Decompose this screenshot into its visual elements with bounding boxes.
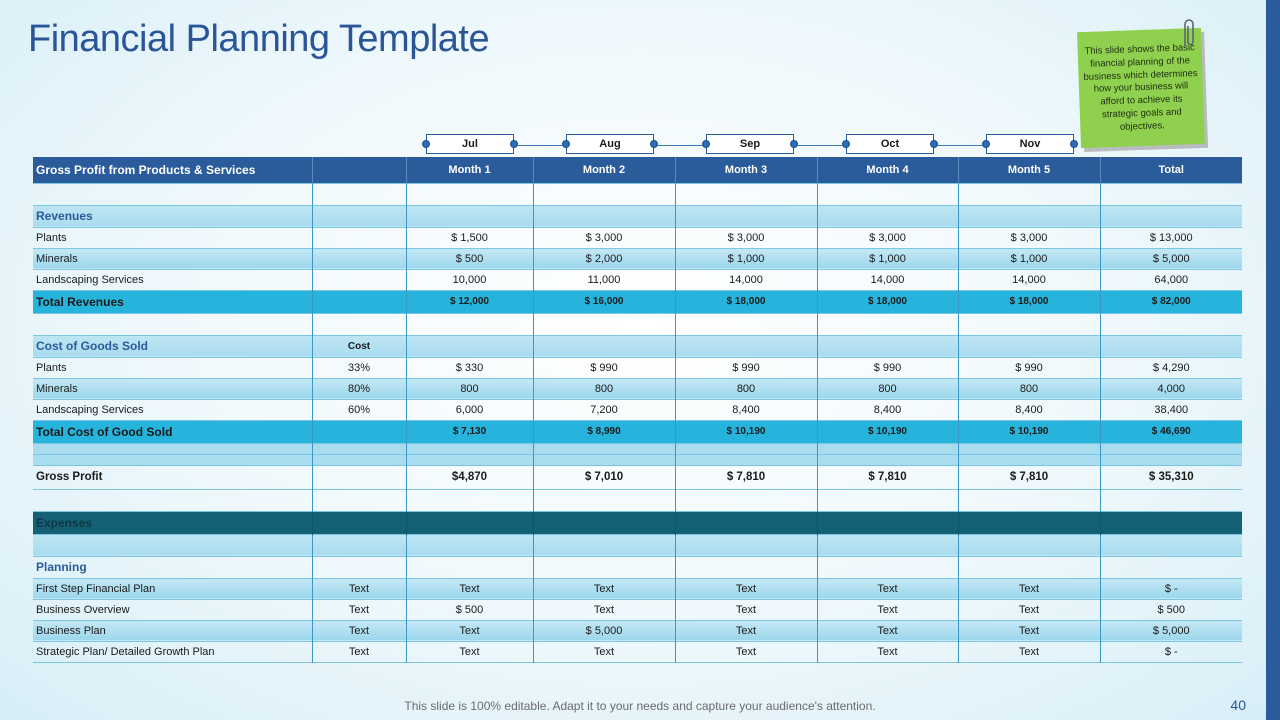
table-cell: Text xyxy=(817,578,958,599)
table-cell: 8,400 xyxy=(817,399,958,420)
table-row xyxy=(33,378,1242,399)
table-cell xyxy=(675,511,817,534)
table-cell: $ 500 xyxy=(406,248,533,269)
table-cell: $ 5,000 xyxy=(1100,248,1242,269)
table-cell xyxy=(817,183,958,205)
table-cell xyxy=(406,313,533,335)
table-cell xyxy=(406,511,533,534)
table-cell xyxy=(533,443,675,454)
table-row xyxy=(33,443,1242,454)
table-cell: 14,000 xyxy=(675,269,817,290)
table-cell xyxy=(312,227,406,248)
table-cell: $ 10,190 xyxy=(958,420,1100,443)
table-row xyxy=(33,420,1242,443)
table-cell xyxy=(817,335,958,357)
table-cell: Plants xyxy=(36,361,67,374)
table-cell: $ 18,000 xyxy=(958,290,1100,313)
table-cell xyxy=(1100,335,1242,357)
table-cell xyxy=(406,534,533,556)
table-row xyxy=(33,556,1242,578)
right-accent-bar xyxy=(1266,0,1280,720)
table-cell: $ 7,130 xyxy=(406,420,533,443)
table-cell: Text xyxy=(958,641,1100,662)
table-cell xyxy=(675,335,817,357)
column-header: Total xyxy=(1100,157,1242,183)
column-header xyxy=(312,157,406,183)
table-cell: $ 3,000 xyxy=(675,227,817,248)
table-cell xyxy=(958,511,1100,534)
table-cell: $ 7,810 xyxy=(958,465,1100,489)
table-cell: $ - xyxy=(1100,578,1242,599)
month-label-jul: Jul xyxy=(426,134,514,154)
table-cell: $ 990 xyxy=(533,357,675,378)
table-cell xyxy=(312,511,406,534)
table-cell xyxy=(312,465,406,489)
table-cell: 800 xyxy=(817,378,958,399)
table-cell: $ 5,000 xyxy=(533,620,675,641)
table-cell: Text xyxy=(312,599,406,620)
table-cell xyxy=(1100,183,1242,205)
table-cell xyxy=(33,443,312,454)
table-cell xyxy=(958,313,1100,335)
table-cell: $ 16,000 xyxy=(533,290,675,313)
table-cell xyxy=(958,443,1100,454)
table-cell: Plants xyxy=(36,231,67,244)
table-cell xyxy=(33,454,312,465)
table-cell: Text xyxy=(675,599,817,620)
month-label-sep: Sep xyxy=(706,134,794,154)
table-row xyxy=(33,313,1242,335)
table-row xyxy=(33,399,1242,420)
table-row xyxy=(33,489,1242,511)
table-cell: $ 5,000 xyxy=(1100,620,1242,641)
table-cell: 64,000 xyxy=(1100,269,1242,290)
footer-text: This slide is 100% editable. Adapt it to your needs and capture your audience's attention. xyxy=(404,699,876,713)
table-row xyxy=(33,511,1242,534)
table-cell: 800 xyxy=(675,378,817,399)
table-cell xyxy=(817,534,958,556)
column-header: Month 3 xyxy=(675,157,817,183)
table-cell: 11,000 xyxy=(533,269,675,290)
table-cell: 8,400 xyxy=(958,399,1100,420)
table-cell: $ 8,990 xyxy=(533,420,675,443)
table-cell: Text xyxy=(406,620,533,641)
table-cell xyxy=(33,534,312,556)
table-cell: 800 xyxy=(958,378,1100,399)
table-cell xyxy=(312,420,406,443)
column-header: Month 2 xyxy=(533,157,675,183)
table-cell xyxy=(1100,489,1242,511)
table-cell xyxy=(533,534,675,556)
table-cell: Text xyxy=(958,599,1100,620)
table-cell: Strategic Plan/ Detailed Growth Plan xyxy=(36,645,215,658)
table-cell: Text xyxy=(958,578,1100,599)
table-row xyxy=(33,357,1242,378)
table-cell xyxy=(33,183,312,205)
table-cell: Text xyxy=(675,641,817,662)
table-cell xyxy=(1100,534,1242,556)
table-cell xyxy=(406,454,533,465)
table-cell xyxy=(312,534,406,556)
table-cell xyxy=(817,489,958,511)
table-cell: Cost xyxy=(312,335,406,357)
table-cell: Expenses xyxy=(36,515,93,530)
table-cell xyxy=(958,534,1100,556)
table-cell: 33% xyxy=(312,357,406,378)
table-cell: $ 990 xyxy=(817,357,958,378)
table-cell: $ 18,000 xyxy=(817,290,958,313)
table-cell: 8,400 xyxy=(675,399,817,420)
timeline-dot-icon xyxy=(422,140,430,148)
month-timeline xyxy=(0,133,1280,157)
table-cell xyxy=(958,335,1100,357)
table-row xyxy=(33,335,1242,357)
month-label-oct: Oct xyxy=(846,134,934,154)
table-cell xyxy=(533,313,675,335)
table-cell xyxy=(675,183,817,205)
timeline-dot-icon xyxy=(842,140,850,148)
table-cell: Planning xyxy=(36,560,87,574)
table-row xyxy=(33,248,1242,269)
table-cell xyxy=(533,183,675,205)
table-cell: 14,000 xyxy=(958,269,1100,290)
table-cell: First Step Financial Plan xyxy=(36,582,156,595)
table-cell xyxy=(533,454,675,465)
table-cell: $ 7,010 xyxy=(533,465,675,489)
timeline-dot-icon xyxy=(1070,140,1078,148)
table-cell: Text xyxy=(312,578,406,599)
table-cell xyxy=(958,454,1100,465)
table-row xyxy=(33,269,1242,290)
timeline-dot-icon xyxy=(790,140,798,148)
table-cell: 4,000 xyxy=(1100,378,1242,399)
table-cell xyxy=(958,183,1100,205)
table-cell: $ 35,310 xyxy=(1100,465,1242,489)
table-cell xyxy=(1100,205,1242,227)
table-cell: 14,000 xyxy=(817,269,958,290)
table-cell xyxy=(312,248,406,269)
table-cell: Text xyxy=(533,578,675,599)
table-row xyxy=(33,290,1242,313)
table-cell: Landscaping Services xyxy=(36,403,144,416)
table-cell: $ 990 xyxy=(675,357,817,378)
table-cell: $ 18,000 xyxy=(675,290,817,313)
table-cell: $ 10,190 xyxy=(675,420,817,443)
table-row xyxy=(33,620,1242,641)
table-cell: Total Revenues xyxy=(36,294,124,309)
table-cell xyxy=(312,556,406,578)
table-cell: $ 4,290 xyxy=(1100,357,1242,378)
table-cell xyxy=(675,205,817,227)
table-cell: $ 12,000 xyxy=(406,290,533,313)
table-cell xyxy=(312,290,406,313)
table-cell xyxy=(312,269,406,290)
timeline-dot-icon xyxy=(650,140,658,148)
financial-table xyxy=(33,157,1242,663)
table-cell: Minerals xyxy=(36,382,78,395)
table-cell: $ 1,000 xyxy=(817,248,958,269)
table-cell: $ 82,000 xyxy=(1100,290,1242,313)
table-cell: $ - xyxy=(1100,641,1242,662)
table-cell xyxy=(1100,556,1242,578)
table-cell: Text xyxy=(406,578,533,599)
table-cell xyxy=(33,489,312,511)
table-row xyxy=(33,454,1242,465)
table-cell: 800 xyxy=(533,378,675,399)
month-label-aug: Aug xyxy=(566,134,654,154)
table-cell: 7,200 xyxy=(533,399,675,420)
table-cell: 60% xyxy=(312,399,406,420)
table-cell: 10,000 xyxy=(406,269,533,290)
table-row xyxy=(33,578,1242,599)
table-cell: Total Cost of Good Sold xyxy=(36,424,173,439)
table-cell xyxy=(817,443,958,454)
table-row xyxy=(33,183,1242,205)
table-cell: $ 3,000 xyxy=(817,227,958,248)
column-header: Month 5 xyxy=(958,157,1100,183)
table-cell xyxy=(406,489,533,511)
table-cell: 38,400 xyxy=(1100,399,1242,420)
table-cell: Text xyxy=(533,641,675,662)
table-cell: $ 3,000 xyxy=(533,227,675,248)
table-cell: $ 10,190 xyxy=(817,420,958,443)
table-cell xyxy=(406,443,533,454)
table-cell: $ 1,000 xyxy=(958,248,1100,269)
table-row xyxy=(33,641,1242,662)
table-cell: $ 330 xyxy=(406,357,533,378)
table-cell xyxy=(533,335,675,357)
table-cell xyxy=(1100,443,1242,454)
table-cell: $ 7,810 xyxy=(817,465,958,489)
table-cell xyxy=(958,489,1100,511)
table-cell: Minerals xyxy=(36,252,78,265)
table-cell xyxy=(817,454,958,465)
timeline-dot-icon xyxy=(930,140,938,148)
table-cell xyxy=(958,556,1100,578)
table-cell xyxy=(675,534,817,556)
table-cell xyxy=(312,454,406,465)
sticky-note: This slide shows the basic financial planning of the business which determines how your business will afford to achieve its strategic goals and objectives. xyxy=(1077,28,1205,148)
table-cell: Cost of Goods Sold xyxy=(36,339,148,353)
page-number: 40 xyxy=(1230,697,1246,713)
table-cell: Text xyxy=(958,620,1100,641)
table-cell: Text xyxy=(817,620,958,641)
table-cell xyxy=(1100,511,1242,534)
table-cell: $ 2,000 xyxy=(533,248,675,269)
timeline-dot-icon xyxy=(702,140,710,148)
table-cell xyxy=(312,183,406,205)
table-cell: $ 46,690 xyxy=(1100,420,1242,443)
table-cell: 800 xyxy=(406,378,533,399)
table-cell xyxy=(1100,454,1242,465)
table-cell xyxy=(312,489,406,511)
table-row xyxy=(33,227,1242,248)
table-cell: 6,000 xyxy=(406,399,533,420)
table-cell: $ 1,000 xyxy=(675,248,817,269)
table-row xyxy=(33,465,1242,489)
table-cell xyxy=(817,205,958,227)
timeline-dot-icon xyxy=(510,140,518,148)
timeline-dot-icon xyxy=(562,140,570,148)
table-cell: $ 3,000 xyxy=(958,227,1100,248)
table-cell: $ 13,000 xyxy=(1100,227,1242,248)
column-header: Month 1 xyxy=(406,157,533,183)
table-cell: Text xyxy=(817,599,958,620)
table-cell xyxy=(675,443,817,454)
table-cell xyxy=(817,556,958,578)
page-title: Financial Planning Template xyxy=(28,18,490,60)
table-cell xyxy=(817,313,958,335)
table-cell xyxy=(533,205,675,227)
table-cell xyxy=(675,489,817,511)
table-row xyxy=(33,599,1242,620)
table-cell: Landscaping Services xyxy=(36,273,144,286)
table-row xyxy=(33,534,1242,556)
table-cell: 80% xyxy=(312,378,406,399)
table-cell xyxy=(406,205,533,227)
table-row xyxy=(33,205,1242,227)
table-cell xyxy=(312,443,406,454)
table-cell: Text xyxy=(817,641,958,662)
table-cell: Revenues xyxy=(36,209,93,223)
table-cell: Text xyxy=(312,620,406,641)
table-cell: Business Plan xyxy=(36,624,106,637)
table-cell xyxy=(406,183,533,205)
table-cell: Text xyxy=(312,641,406,662)
column-header: Gross Profit from Products & Services xyxy=(36,162,256,177)
table-cell: Gross Profit xyxy=(36,471,103,483)
timeline-dot-icon xyxy=(982,140,990,148)
column-header: Month 4 xyxy=(817,157,958,183)
table-cell xyxy=(817,511,958,534)
table-cell xyxy=(675,556,817,578)
table-cell xyxy=(1100,313,1242,335)
table-cell xyxy=(533,511,675,534)
table-cell: $4,870 xyxy=(406,465,533,489)
table-header-row xyxy=(33,157,1242,183)
table-cell xyxy=(406,335,533,357)
table-cell: $ 500 xyxy=(406,599,533,620)
table-cell: $ 990 xyxy=(958,357,1100,378)
table-cell: Text xyxy=(675,578,817,599)
table-cell xyxy=(312,313,406,335)
table-cell xyxy=(312,205,406,227)
table-cell: Text xyxy=(533,599,675,620)
table-cell: $ 7,810 xyxy=(675,465,817,489)
table-cell xyxy=(533,556,675,578)
table-cell: $ 500 xyxy=(1100,599,1242,620)
table-cell xyxy=(675,313,817,335)
table-cell xyxy=(33,313,312,335)
table-cell: Text xyxy=(406,641,533,662)
table-cell xyxy=(533,489,675,511)
table-cell xyxy=(406,556,533,578)
table-cell: $ 1,500 xyxy=(406,227,533,248)
table-cell xyxy=(958,205,1100,227)
table-cell xyxy=(675,454,817,465)
paperclip-icon xyxy=(1180,16,1198,52)
table-cell: Business Overview xyxy=(36,603,130,616)
month-label-nov: Nov xyxy=(986,134,1074,154)
table-cell: Text xyxy=(675,620,817,641)
